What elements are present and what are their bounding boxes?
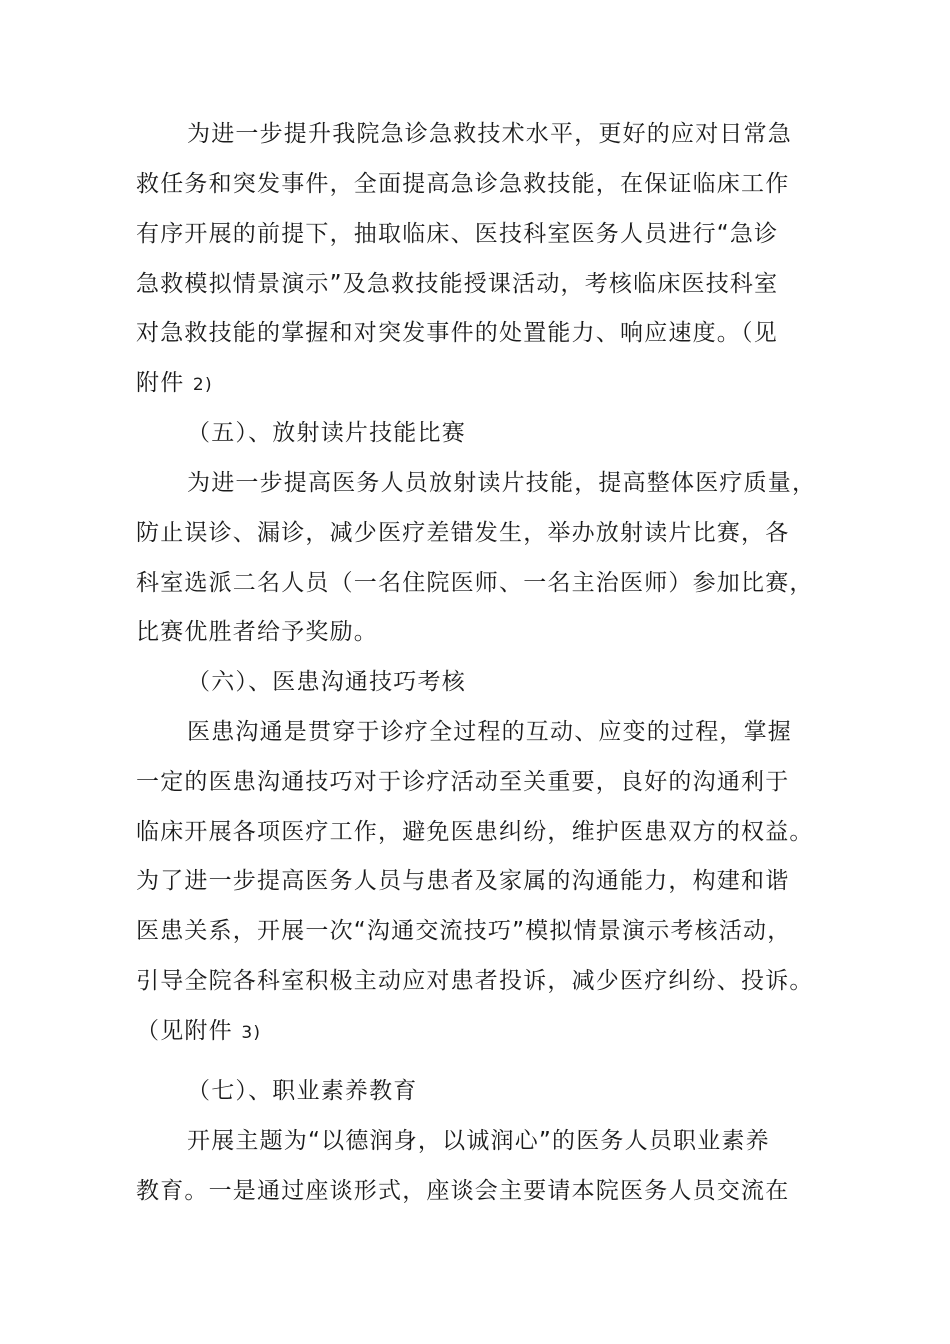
section-heading: （七）、职业素养教育 (187, 1078, 418, 1104)
paragraph-text: 附件 (136, 370, 185, 396)
paragraph-line: 为进一步提高医务人员放射读片技能，提高整体医疗质量， (187, 470, 817, 496)
paragraph-line (136, 367, 213, 401)
paragraph-line: 防止误诊、漏诊，减少医疗差错发生，举办放射读片比赛，各 (136, 520, 790, 546)
paragraph-line: 急救模拟情景演示”及急救技能授课活动，考核临床医技科室 (136, 271, 779, 297)
paragraph-line: 引导全院各科室积极主动应对患者投诉，减少医疗纠纷、投诉。 (136, 968, 814, 994)
attachment-number: 2) (192, 375, 213, 395)
paragraph-line: 为了进一步提高医务人员与患者及家属的沟通能力，构建和谐 (136, 868, 790, 894)
paragraph-line: 一定的医患沟通技巧对于诊疗活动至关重要，良好的沟通利于 (136, 769, 790, 795)
section-heading: （六）、医患沟通技巧考核 (187, 669, 466, 695)
paragraph-line: 救任务和突发事件，全面提高急诊急救技能，在保证临床工作 (136, 171, 790, 197)
attachment-number: 3) (241, 1023, 262, 1043)
paragraph-line: 医患沟通是贯穿于诊疗全过程的互动、应变的过程，掌握 (187, 719, 792, 745)
paragraph-line: 开展主题为“以德润身，以诚润心”的医务人员职业素养 (187, 1128, 770, 1154)
paragraph-line: 科室选派二名人员（一名住院医师、一名主治医师）参加比赛， (136, 570, 814, 596)
paragraph-line: 对急救技能的掌握和对突发事件的处置能力、响应速度。（见 (136, 320, 778, 346)
paragraph-line: 为进一步提升我院急诊急救技术水平，更好的应对日常急 (187, 121, 792, 147)
paragraph-line: 临床开展各项医疗工作，避免医患纠纷，维护医患双方的权益。 (136, 819, 814, 845)
paragraph-text: （见附件 (136, 1018, 233, 1044)
paragraph-line: 教育。一是通过座谈形式，座谈会主要请本院医务人员交流在 (136, 1178, 790, 1204)
paragraph-line: 有序开展的前提下，抽取临床、医技科室医务人员进行“急诊 (136, 221, 779, 247)
paragraph-line (136, 1015, 261, 1049)
section-heading: （五）、放射读片技能比赛 (187, 420, 466, 446)
paragraph-line: 比赛优胜者给予奖励。 (136, 619, 378, 645)
paragraph-line: 医患关系，开展一次“沟通交流技巧”模拟情景演示考核活动， (136, 918, 792, 944)
